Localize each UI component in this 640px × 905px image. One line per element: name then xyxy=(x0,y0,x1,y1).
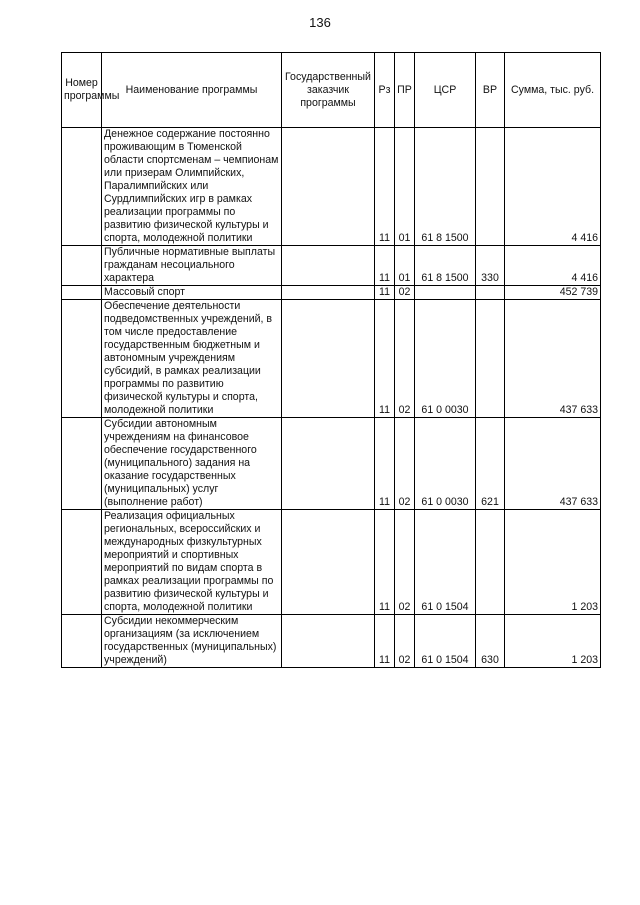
cell-sum: 4 416 xyxy=(505,246,601,286)
cell-name: Обеспечение деятельности подведомственных учреждений, в том числе предоставление государственным бюджетным и автономным учреждениям субсидий, в рамках реализации программы по развитию физической культуры и спорта, молодежной политики xyxy=(102,300,282,418)
cell-pr: 02 xyxy=(395,615,415,668)
page-number: 136 xyxy=(309,15,331,30)
table-body xyxy=(62,128,601,668)
cell-csr: 61 0 0030 xyxy=(415,418,476,510)
cell-rz: 11 xyxy=(375,246,395,286)
budget-table xyxy=(61,52,601,668)
cell-name: Публичные нормативные выплаты гражданам несоциального характера xyxy=(102,246,282,286)
cell-rz: 11 xyxy=(375,615,395,668)
cell-csr: 61 8 1500 xyxy=(415,246,476,286)
cell-rz: 11 xyxy=(375,418,395,510)
cell-pr: 02 xyxy=(395,418,415,510)
table-row xyxy=(62,615,601,668)
cell-program-no xyxy=(62,128,102,246)
header-program-no: Номер программы xyxy=(62,53,102,128)
cell-program-no xyxy=(62,286,102,300)
cell-customer xyxy=(282,128,375,246)
cell-sum: 1 203 xyxy=(505,615,601,668)
cell-sum: 1 203 xyxy=(505,510,601,615)
header-customer: Государственный заказчик программы xyxy=(282,53,375,128)
cell-csr: 61 0 1504 xyxy=(415,510,476,615)
cell-name: Денежное содержание постоянно проживающим в Тюменской области спортсменам – чемпионам или призерам Олимпийских, Паралимпийских или Сурдлимпийских игр в рамках реализации программы по развитию физической культуры и спорта, молодежной политики xyxy=(102,128,282,246)
cell-customer xyxy=(282,418,375,510)
cell-program-no xyxy=(62,510,102,615)
cell-program-no xyxy=(62,300,102,418)
header-sum: Сумма, тыс. руб. xyxy=(505,53,601,128)
cell-vr: 621 xyxy=(476,418,505,510)
table-row xyxy=(62,128,601,246)
cell-sum: 437 633 xyxy=(505,418,601,510)
header-csr: ЦСР xyxy=(415,53,476,128)
cell-rz: 11 xyxy=(375,510,395,615)
cell-pr: 02 xyxy=(395,510,415,615)
cell-name: Субсидии некоммерческим организациям (за исключением государственных (муниципальных) учреждений) xyxy=(102,615,282,668)
cell-csr xyxy=(415,286,476,300)
table-row xyxy=(62,510,601,615)
cell-customer xyxy=(282,246,375,286)
cell-customer xyxy=(282,510,375,615)
cell-vr: 630 xyxy=(476,615,505,668)
header-vr: ВР xyxy=(476,53,505,128)
table-row xyxy=(62,418,601,510)
cell-csr: 61 8 1500 xyxy=(415,128,476,246)
cell-vr xyxy=(476,300,505,418)
header-pr: ПР xyxy=(395,53,415,128)
cell-name: Массовый спорт xyxy=(102,286,282,300)
header-rz: Рз xyxy=(375,53,395,128)
table-row xyxy=(62,246,601,286)
cell-customer xyxy=(282,300,375,418)
cell-customer xyxy=(282,286,375,300)
cell-vr xyxy=(476,286,505,300)
table-row xyxy=(62,286,601,300)
cell-csr: 61 0 0030 xyxy=(415,300,476,418)
cell-pr: 02 xyxy=(395,286,415,300)
cell-program-no xyxy=(62,615,102,668)
cell-sum: 452 739 xyxy=(505,286,601,300)
cell-pr: 01 xyxy=(395,128,415,246)
cell-sum: 437 633 xyxy=(505,300,601,418)
header-row xyxy=(62,53,601,128)
cell-vr: 330 xyxy=(476,246,505,286)
cell-vr xyxy=(476,510,505,615)
header-name: Наименование программы xyxy=(102,53,282,128)
cell-vr xyxy=(476,128,505,246)
cell-rz: 11 xyxy=(375,128,395,246)
cell-name: Реализация официальных региональных, всероссийских и международных физкультурных мероприятий и спортивных мероприятий по видам спорта в рамках реализации программы по развитию физической культуры и спорта, молодежной политики xyxy=(102,510,282,615)
cell-pr: 02 xyxy=(395,300,415,418)
cell-program-no xyxy=(62,246,102,286)
cell-rz: 11 xyxy=(375,286,395,300)
cell-rz: 11 xyxy=(375,300,395,418)
cell-customer xyxy=(282,615,375,668)
cell-name: Субсидии автономным учреждениям на финансовое обеспечение государственного (муниципального) задания на оказание государственных (муниципальных) услуг (выполнение работ) xyxy=(102,418,282,510)
table-row xyxy=(62,300,601,418)
cell-pr: 01 xyxy=(395,246,415,286)
cell-sum: 4 416 xyxy=(505,128,601,246)
cell-program-no xyxy=(62,418,102,510)
cell-csr: 61 0 1504 xyxy=(415,615,476,668)
